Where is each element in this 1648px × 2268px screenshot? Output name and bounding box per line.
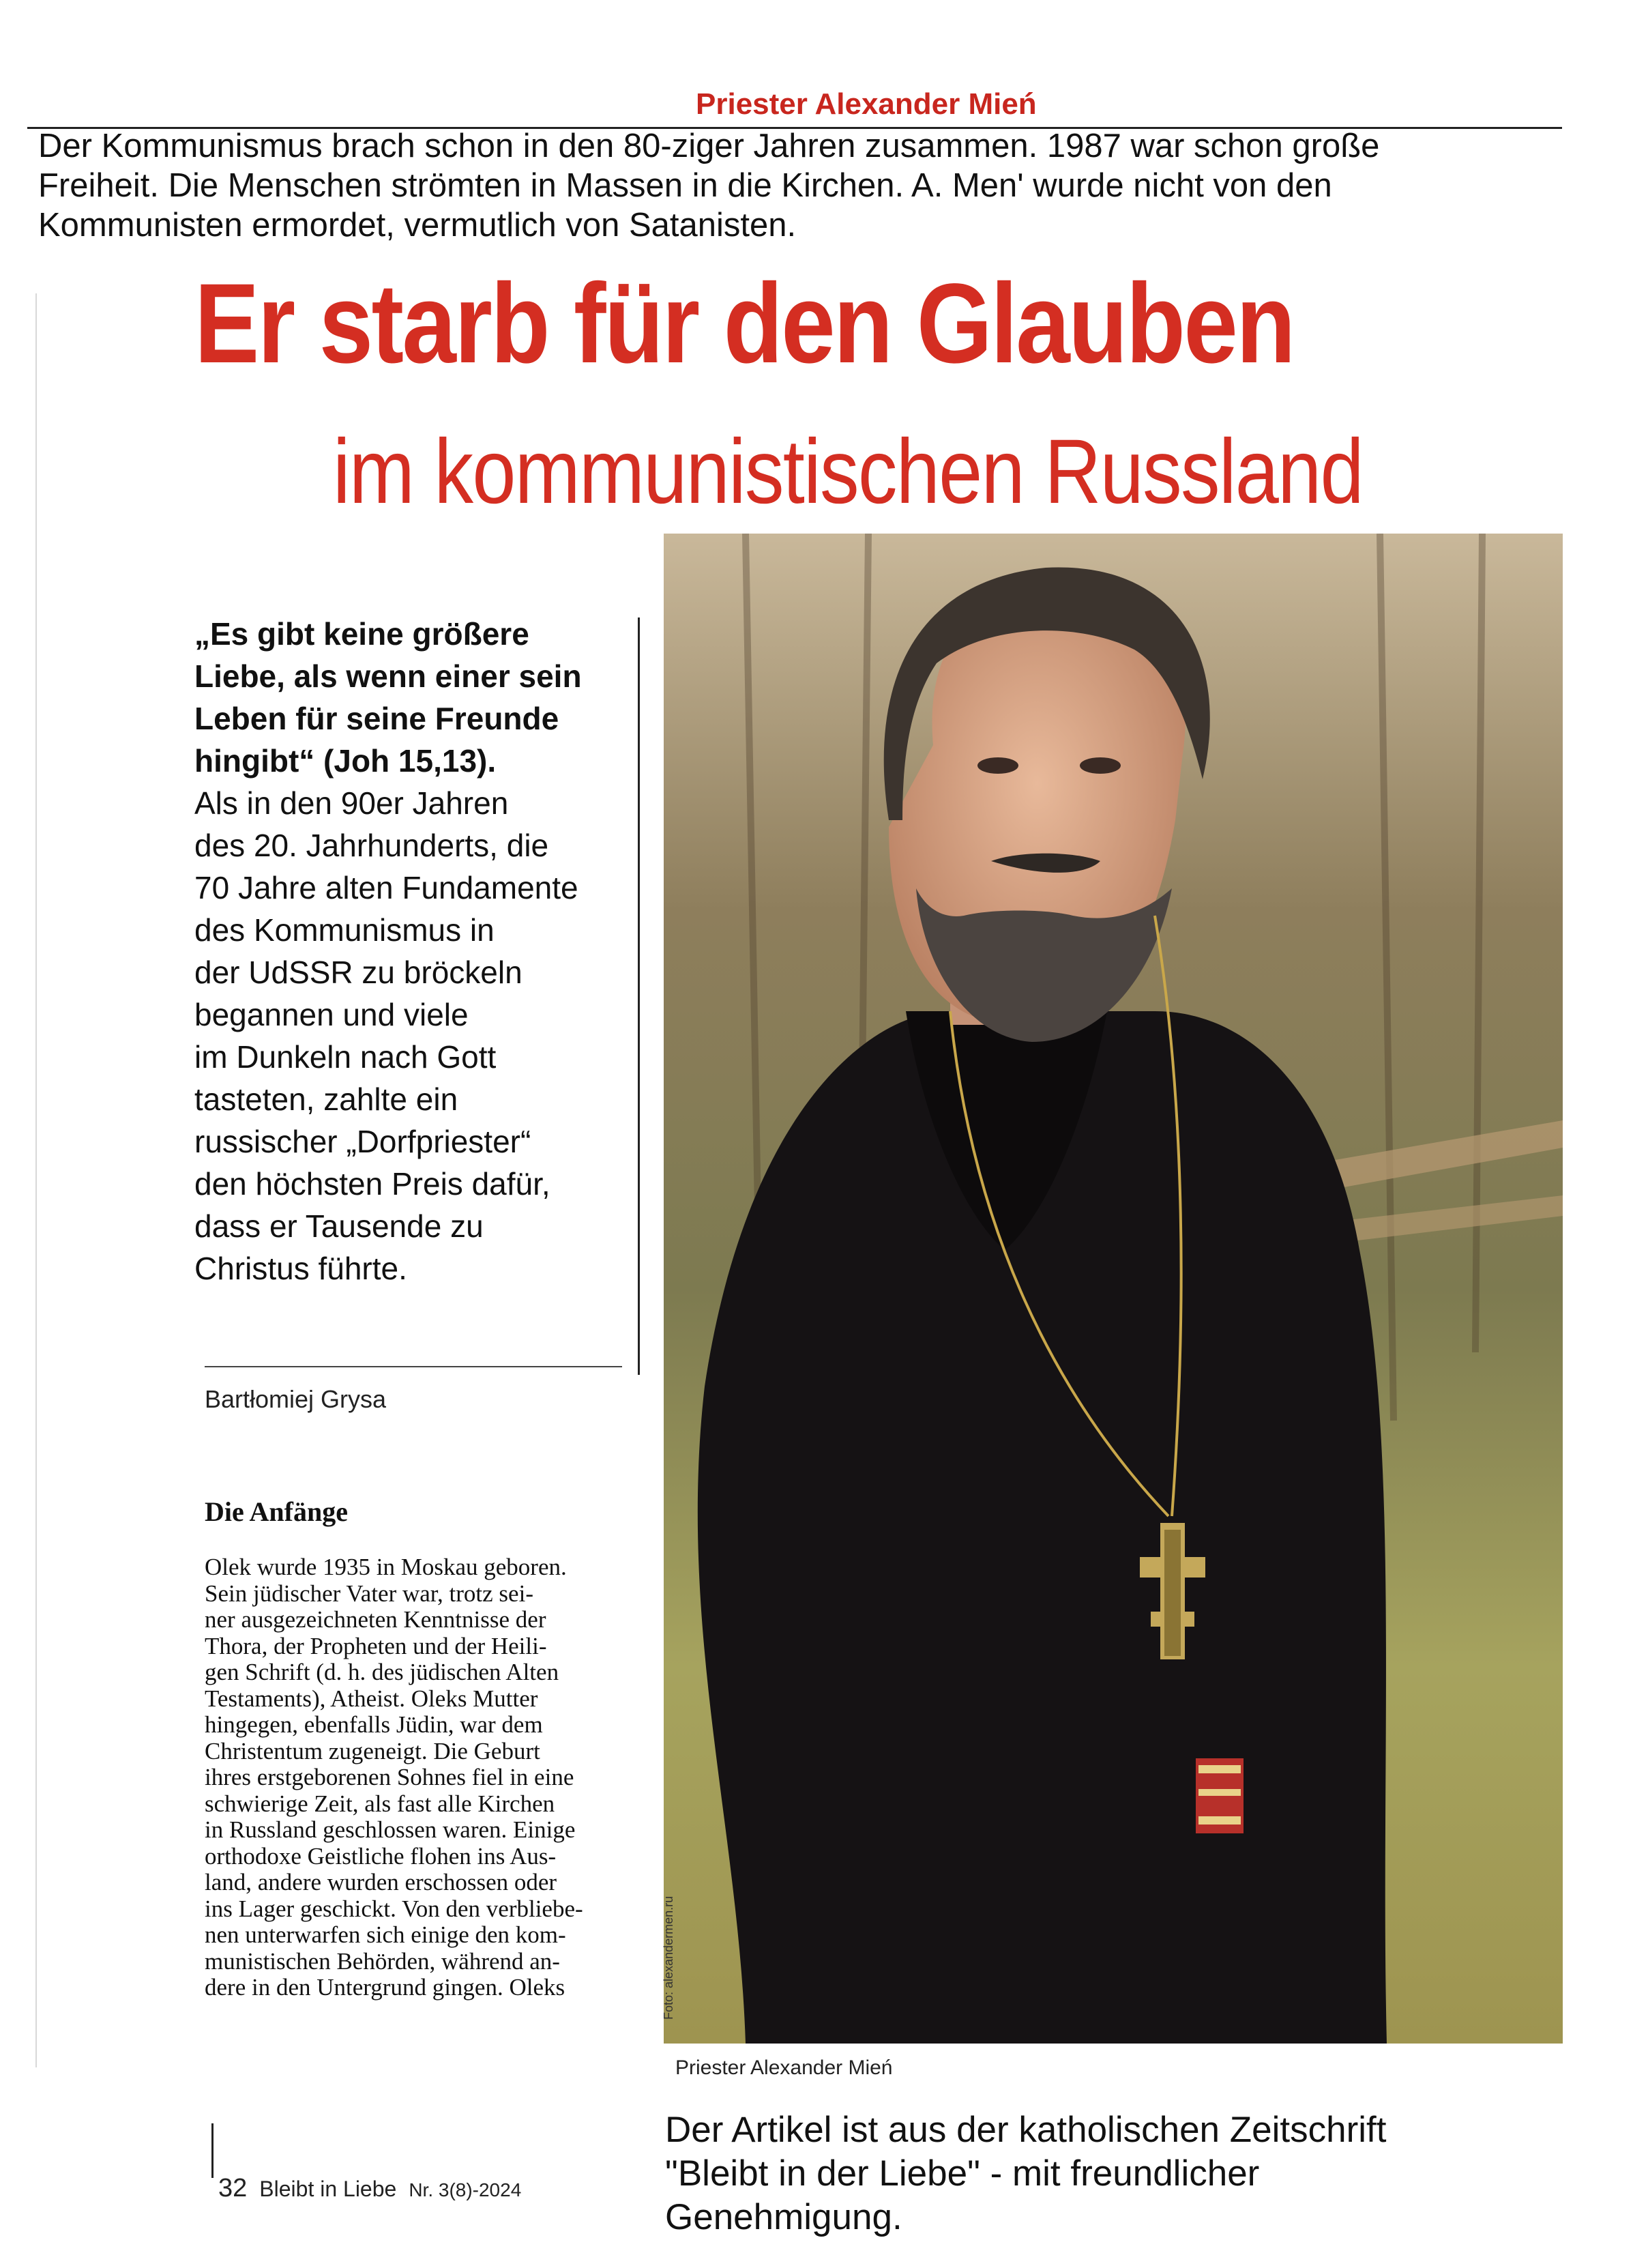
page-footer <box>218 2174 521 2203</box>
bottom-note <box>665 2108 1620 2239</box>
scan-margin-line <box>35 293 37 2067</box>
bottom-note-line: Genehmigung. <box>665 2197 902 2237</box>
intro-line: des Kommunismus in <box>194 912 495 948</box>
body-text <box>205 1554 631 2001</box>
intro-text <box>194 613 631 1290</box>
photo-caption: Priester Alexander Mień <box>675 2056 893 2079</box>
intro-line: Als in den 90er Jahren <box>194 785 509 821</box>
body-line: nen unterwarfen sich einige den kom- <box>205 1921 566 1948</box>
byline-rule <box>205 1366 622 1367</box>
body-line: Christentum zugeneigt. Die Geburt <box>205 1737 540 1764</box>
intro-line: russischer „Dorfpriester“ <box>194 1124 531 1159</box>
portrait-photo <box>664 534 1563 2044</box>
intro-line: der UdSSR zu bröckeln <box>194 955 523 990</box>
embroidered-epitrachelion <box>1196 1758 1244 1833</box>
body-line: Thora, der Propheten und der Heili- <box>205 1632 547 1659</box>
intro-quote <box>194 613 631 782</box>
body-line: ner ausgezeichneten Kenntnisse der <box>205 1606 546 1633</box>
editor-note <box>38 126 1593 245</box>
body-line: Olek wurde 1935 in Moskau geboren. <box>205 1554 567 1580</box>
issue-number: Nr. 3(8)-2024 <box>409 2179 522 2200</box>
section-heading: Die Anfänge <box>205 1496 348 1527</box>
intro-divider <box>638 617 640 1375</box>
bottom-note-line: "Bleibt in der Liebe" - mit freundlicher <box>665 2153 1260 2194</box>
quote-line: hingibt“ (Joh 15,13). <box>194 743 497 779</box>
intro-line: des 20. Jahrhunderts, die <box>194 828 549 863</box>
intro-line: Christus führte. <box>194 1251 407 1286</box>
body-line: land, andere wurden erschossen oder <box>205 1869 557 1895</box>
body-line: in Russland geschlossen waren. Einige <box>205 1816 576 1843</box>
quote-line: „Es gibt keine größere <box>194 616 529 652</box>
photo-credit: Foto: alexandermen.ru <box>662 1895 675 2020</box>
intro-line: 70 Jahre alten Fundamente <box>194 870 578 905</box>
body-line: Testaments), Atheist. Oleks Mutter <box>205 1685 538 1712</box>
quote-line: Liebe, als wenn einer sein <box>194 658 582 694</box>
body-line: orthodoxe Geistliche flohen ins Aus- <box>205 1842 557 1870</box>
body-line: gen Schrift (d. h. des jüdischen Alten <box>205 1659 559 1685</box>
body-line: ins Lager geschickt. Von den verbliebe- <box>205 1895 583 1922</box>
kicker: Priester Alexander Mień <box>696 87 1037 121</box>
body-line: munistischen Behörden, während an- <box>205 1947 560 1975</box>
editor-note-line: Der Kommunismus brach schon in den 80-ziger Jahren zusammen. 1987 war schon große <box>38 128 1380 164</box>
editor-note-line: Freiheit. Die Menschen strömten in Massen in die Kirchen. A. Men' wurde nicht von den <box>38 167 1332 204</box>
body-line: dere in den Untergrund gingen. Oleks <box>205 1974 565 2001</box>
body-line: ihres erstgeborenen Sohnes fiel in eine <box>205 1764 574 1790</box>
quote-line: Leben für seine Freunde <box>194 701 559 736</box>
intro-line: im Dunkeln nach Gott <box>194 1039 497 1075</box>
portrait-illustration <box>664 534 1563 2044</box>
body-line: schwierige Zeit, als fast alle Kirchen <box>205 1790 555 1817</box>
body-line: Sein jüdischer Vater war, trotz sei- <box>205 1580 533 1607</box>
editor-note-line: Kommunisten ermordet, vermutlich von Satanisten. <box>38 207 797 244</box>
magazine-name: Bleibt in Liebe <box>259 2177 397 2201</box>
intro-line: begannen und viele <box>194 997 469 1032</box>
bottom-note-line: Der Artikel ist aus der katholischen Zeitschrift <box>665 2110 1387 2150</box>
subhead: im kommunistischen Russland <box>333 421 1363 523</box>
intro-line: tasteten, zahlte ein <box>194 1081 458 1117</box>
byline: Bartłomiej Grysa <box>205 1385 387 1413</box>
page-number: 32 <box>218 2174 248 2202</box>
body-line: hingegen, ebenfalls Jüdin, war dem <box>205 1711 543 1738</box>
headline: Er starb für den Glauben <box>194 261 1294 387</box>
intro-line: den höchsten Preis dafür, <box>194 1166 550 1202</box>
footer-divider <box>211 2123 214 2178</box>
intro-line: dass er Tausende zu <box>194 1208 484 1244</box>
